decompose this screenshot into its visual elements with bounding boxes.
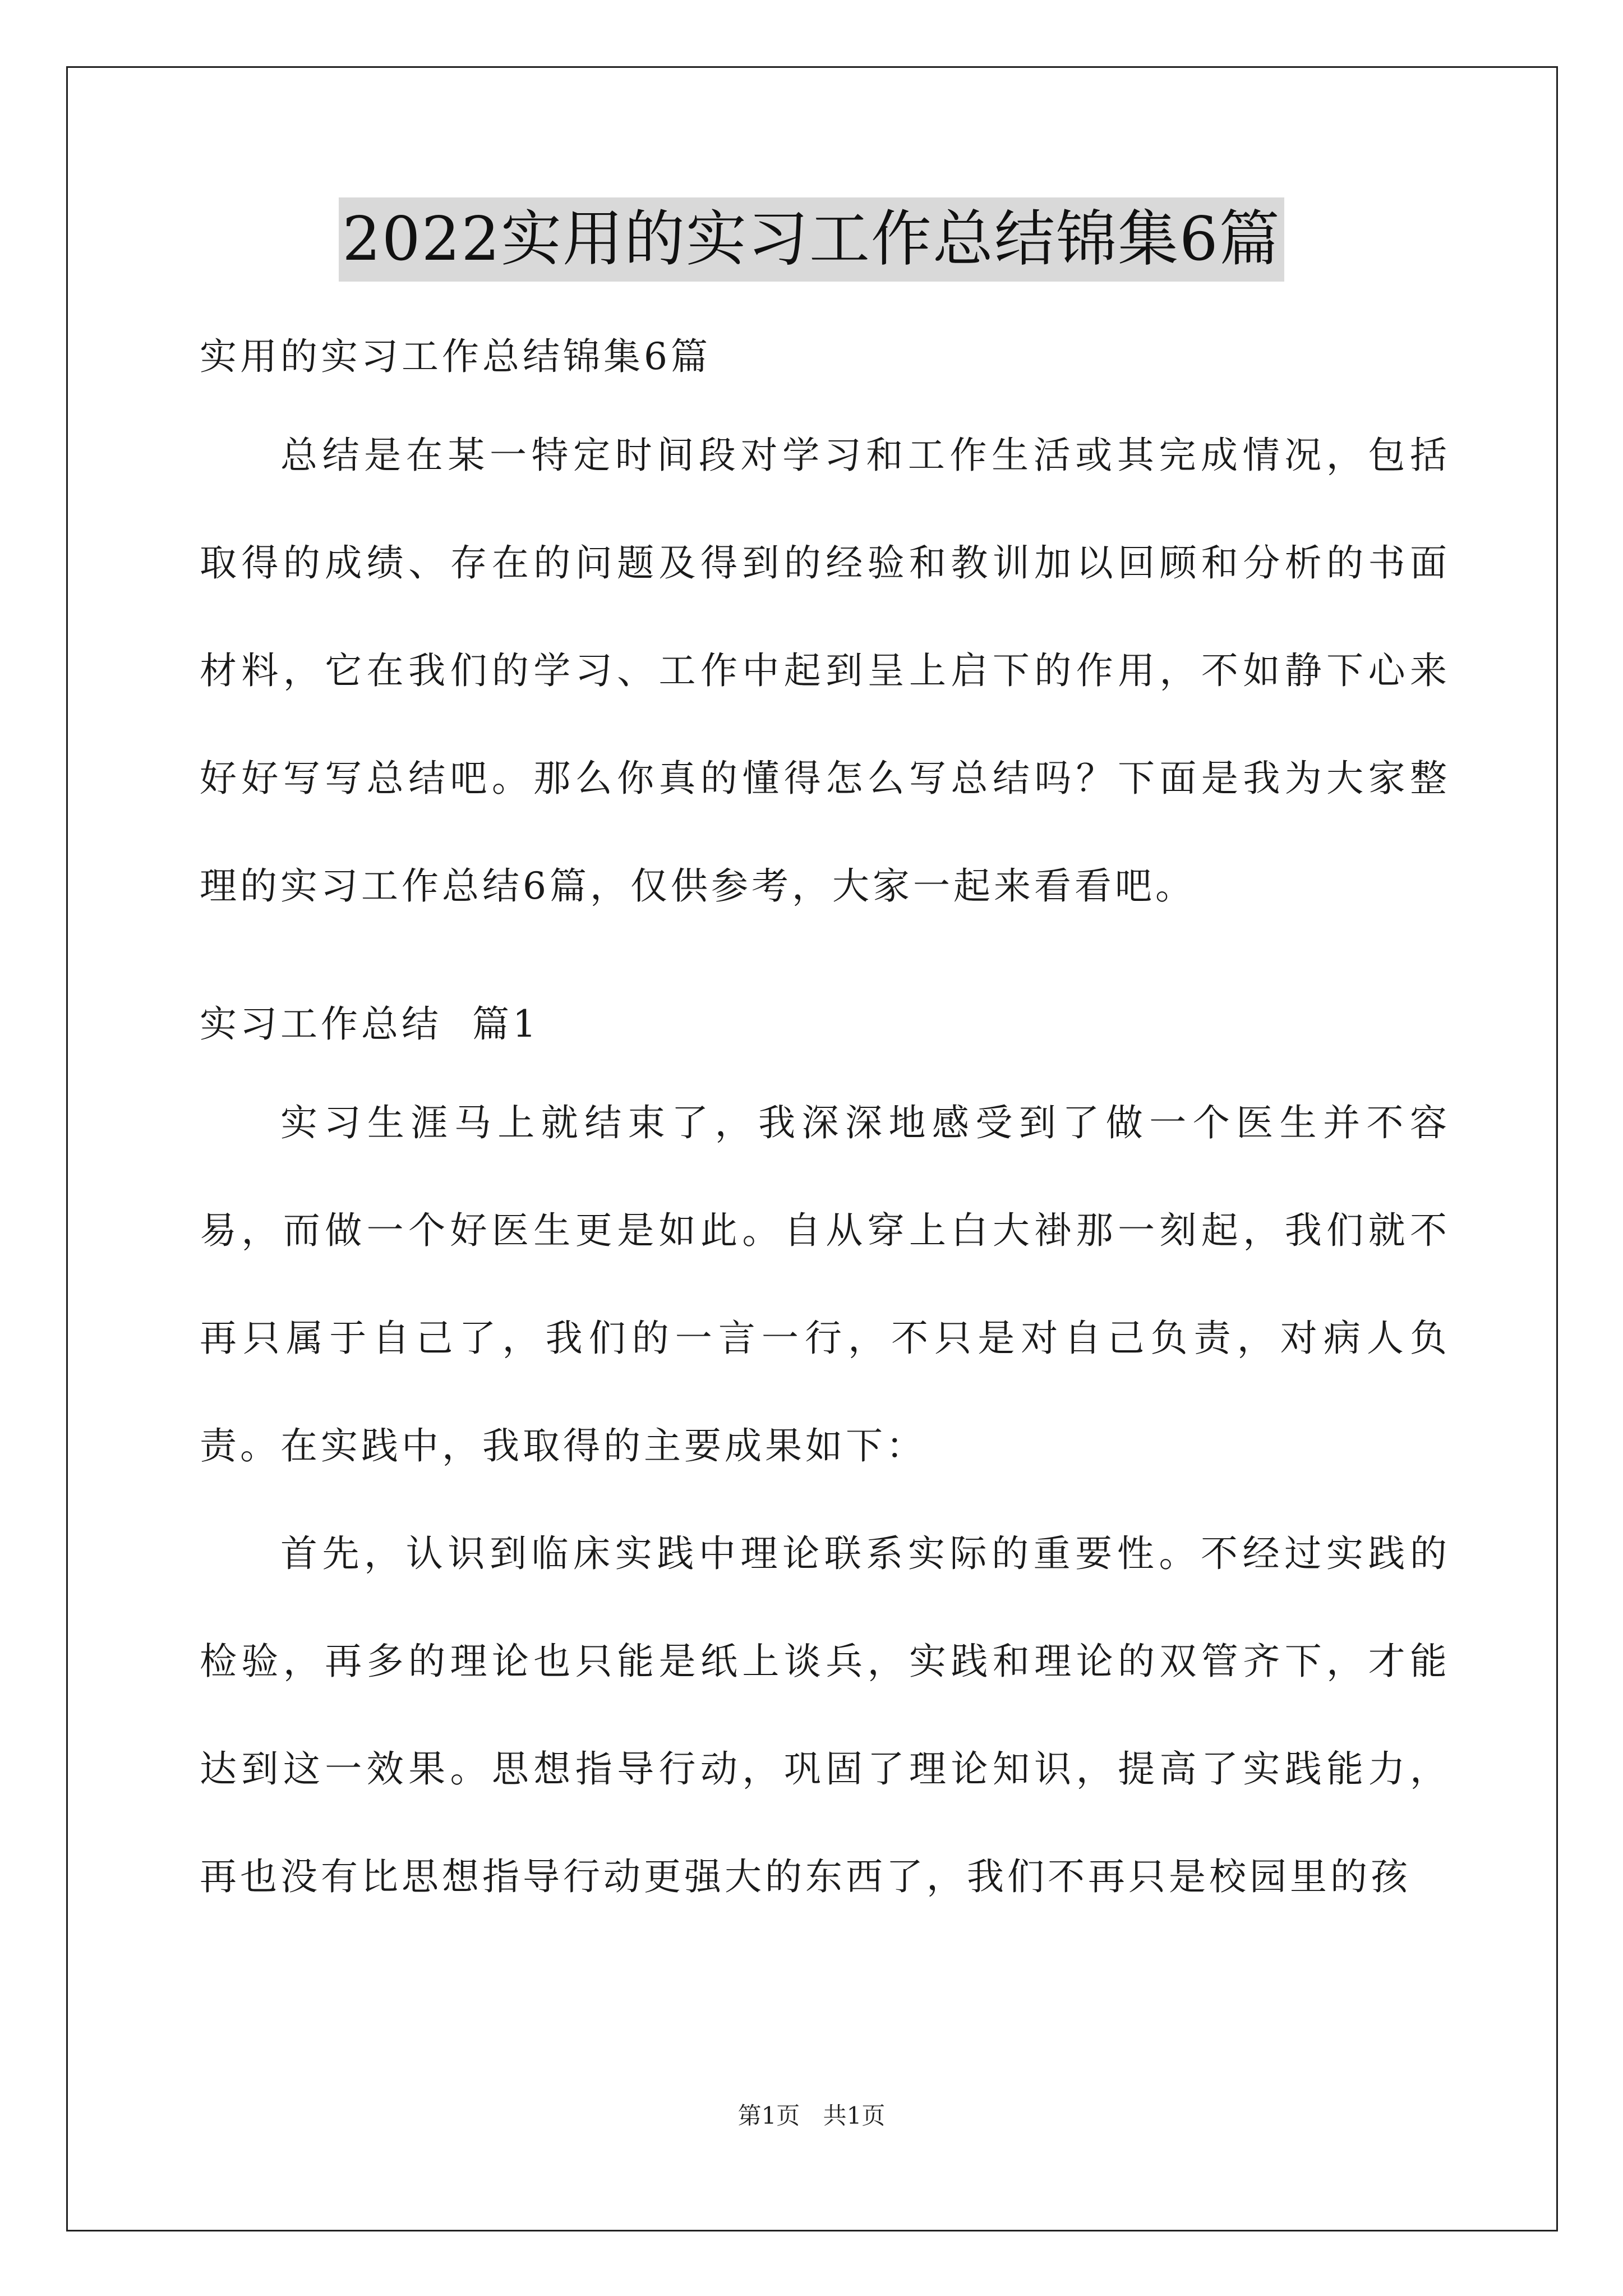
section-spacer [200,940,1450,979]
section-heading: 实习工作总结 篇1 [200,1002,540,1046]
page-footer [0,2099,1623,2133]
body-paragraph-2: 首先，认识到临床实践中理论联系实际的重要性。不经过实践的检验，再多的理论也只能是纸上谈兵，实践和理论的双管齐下，才能达到这一效果。思想指导行动，巩固了理论知识，提高了实践能力，再也没有比思想指导行动更强大的东西了，我们不再只是校园里的孩 [200,1532,1450,1898]
title-area [0,197,1623,282]
page-number-current: 第1页 [737,2102,800,2129]
page-number-total: 共1页 [823,2102,886,2129]
intro-paragraph: 总结是在某一特定时间段对学习和工作生活或其完成情况，包括取得的成绩、存在的问题及得到的经验和教训加以回顾和分析的书面材料，它在我们的学习、工作中起到呈上启下的作用，不如静下心来好好写写总结吧。那么你真的懂得怎么写总结吗？下面是我为大家整理的实习工作总结6篇，仅供参考，大家一起来看看吧。 [200,434,1450,908]
document-body [200,312,1450,1931]
document-title: 2022实用的实习工作总结锦集6篇 [339,197,1284,282]
document-subtitle: 实用的实习工作总结锦集6篇 [200,335,711,378]
body-paragraph-1: 实习生涯马上就结束了，我深深地感受到了做一个医生并不容易，而做一个好医生更是如此。自从穿上白大褂那一刻起，我们就不再只属于自己了，我们的一言一行，不只是对自己负责，对病人负责。在实践中，我取得的主要成果如下： [200,1101,1450,1467]
